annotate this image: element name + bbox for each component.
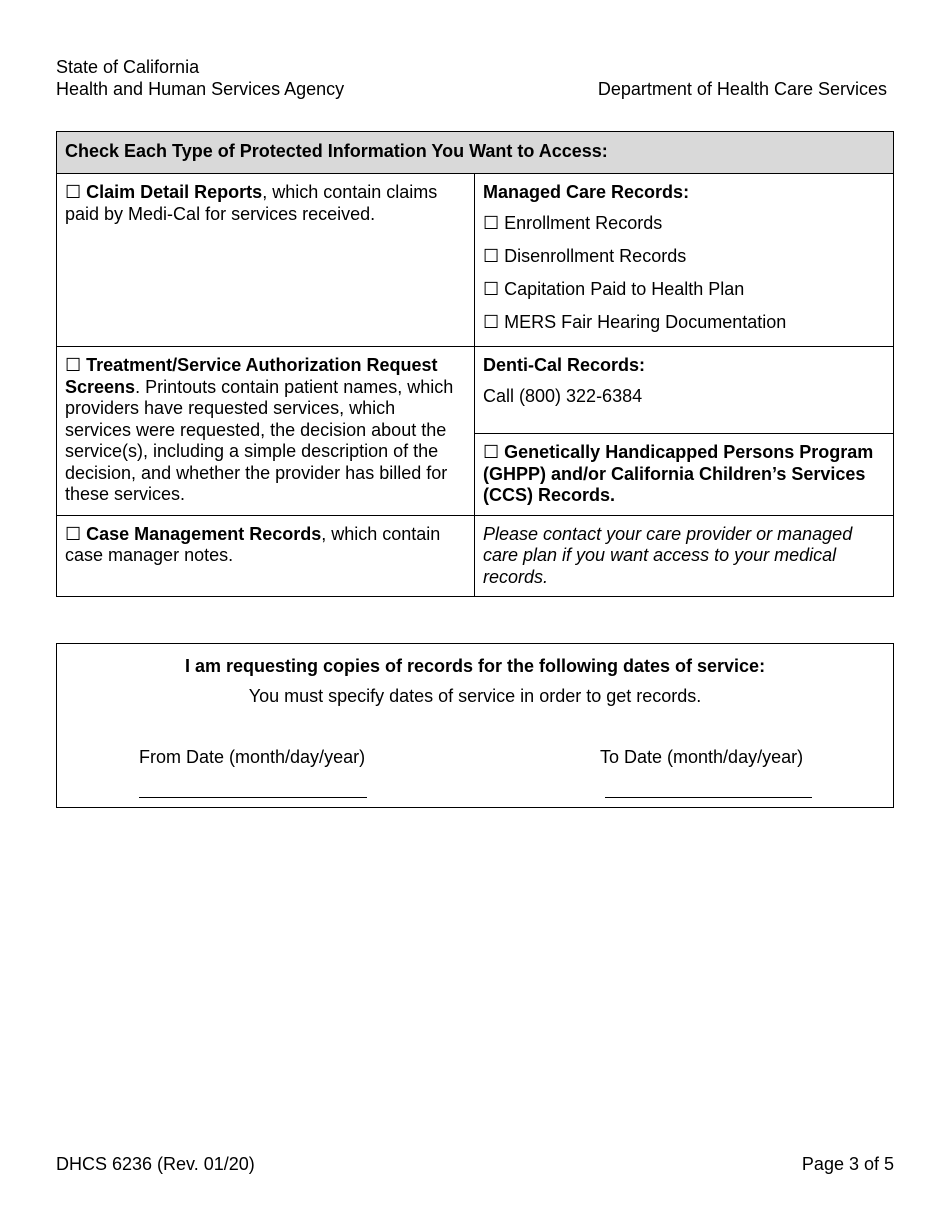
ghpp-cell bbox=[475, 434, 894, 516]
ghpp-checkbox[interactable]: ☐ bbox=[483, 442, 505, 462]
capitation-label: Capitation Paid to Health Plan bbox=[504, 278, 745, 299]
managed-care-item bbox=[483, 213, 885, 235]
state-name: State of California bbox=[56, 57, 200, 77]
from-date-field[interactable] bbox=[139, 797, 367, 798]
treatment-text: . Printouts contain patient names, which providers have requested services, which services were requested, the decision about the service(s), including a simple description of the decision, and whether the provider has billed for these services. bbox=[65, 376, 454, 504]
claim-detail-checkbox[interactable]: ☐ bbox=[65, 182, 87, 202]
claim-detail-text: , which contain claims paid by Medi-Cal for services received. bbox=[65, 182, 438, 224]
access-table-heading: Check Each Type of Protected Information You Want to Access: bbox=[57, 132, 894, 174]
treatment-checkbox[interactable]: ☐ bbox=[65, 355, 87, 375]
from-date-label: From Date (month/day/year) bbox=[139, 747, 366, 767]
case-management-cell bbox=[57, 515, 475, 597]
mers-checkbox[interactable]: ☐ bbox=[483, 311, 505, 332]
dates-subtitle: You must specify dates of service in order to get records. bbox=[248, 686, 702, 706]
case-management-checkbox[interactable]: ☐ bbox=[65, 523, 87, 544]
enrollment-label: Enrollment Records bbox=[504, 212, 663, 233]
managed-care-item bbox=[483, 279, 885, 301]
claim-detail-cell bbox=[57, 174, 475, 347]
agency-header bbox=[56, 56, 344, 100]
agency-name: Health and Human Services Agency bbox=[56, 79, 345, 99]
enrollment-checkbox[interactable]: ☐ bbox=[483, 212, 505, 233]
contact-note: Please contact your care provider or managed care plan if you want access to your medical records. bbox=[475, 515, 894, 597]
to-date-field[interactable] bbox=[605, 797, 812, 798]
mers-label: MERS Fair Hearing Documentation bbox=[504, 311, 787, 332]
managed-care-cell bbox=[475, 174, 894, 347]
managed-care-item bbox=[483, 312, 885, 334]
dates-title: I am requesting copies of records for the following dates of service: bbox=[184, 656, 766, 676]
to-date-label: To Date (month/day/year) bbox=[600, 747, 804, 767]
denti-cal-phone: Call (800) 322-6384 bbox=[483, 385, 643, 406]
treatment-cell bbox=[57, 347, 475, 516]
department-name: Department of Health Care Services bbox=[597, 79, 887, 99]
case-management-text: , which contain case manager notes. bbox=[65, 523, 441, 565]
disenrollment-checkbox[interactable]: ☐ bbox=[483, 245, 505, 266]
treatment-label: Treatment/Service Authorization Request Screens bbox=[65, 355, 438, 397]
managed-care-item bbox=[483, 246, 885, 268]
ghpp-label: Genetically Handicapped Persons Program (GHPP) and/or California Children’s Services (CCS) Records. bbox=[483, 442, 874, 505]
dates-of-service-box bbox=[56, 643, 894, 808]
disenrollment-label: Disenrollment Records bbox=[504, 245, 687, 266]
denti-cal-cell bbox=[475, 347, 894, 434]
claim-detail-label: Claim Detail Reports bbox=[86, 182, 263, 202]
capitation-checkbox[interactable]: ☐ bbox=[483, 278, 505, 299]
page-number: Page 3 of 5 bbox=[801, 1154, 894, 1174]
case-management-label: Case Management Records bbox=[86, 523, 322, 544]
access-table bbox=[56, 131, 894, 597]
denti-cal-title: Denti-Cal Records: bbox=[483, 355, 646, 375]
form-id: DHCS 6236 (Rev. 01/20) bbox=[56, 1154, 255, 1174]
managed-care-title: Managed Care Records: bbox=[483, 182, 690, 202]
